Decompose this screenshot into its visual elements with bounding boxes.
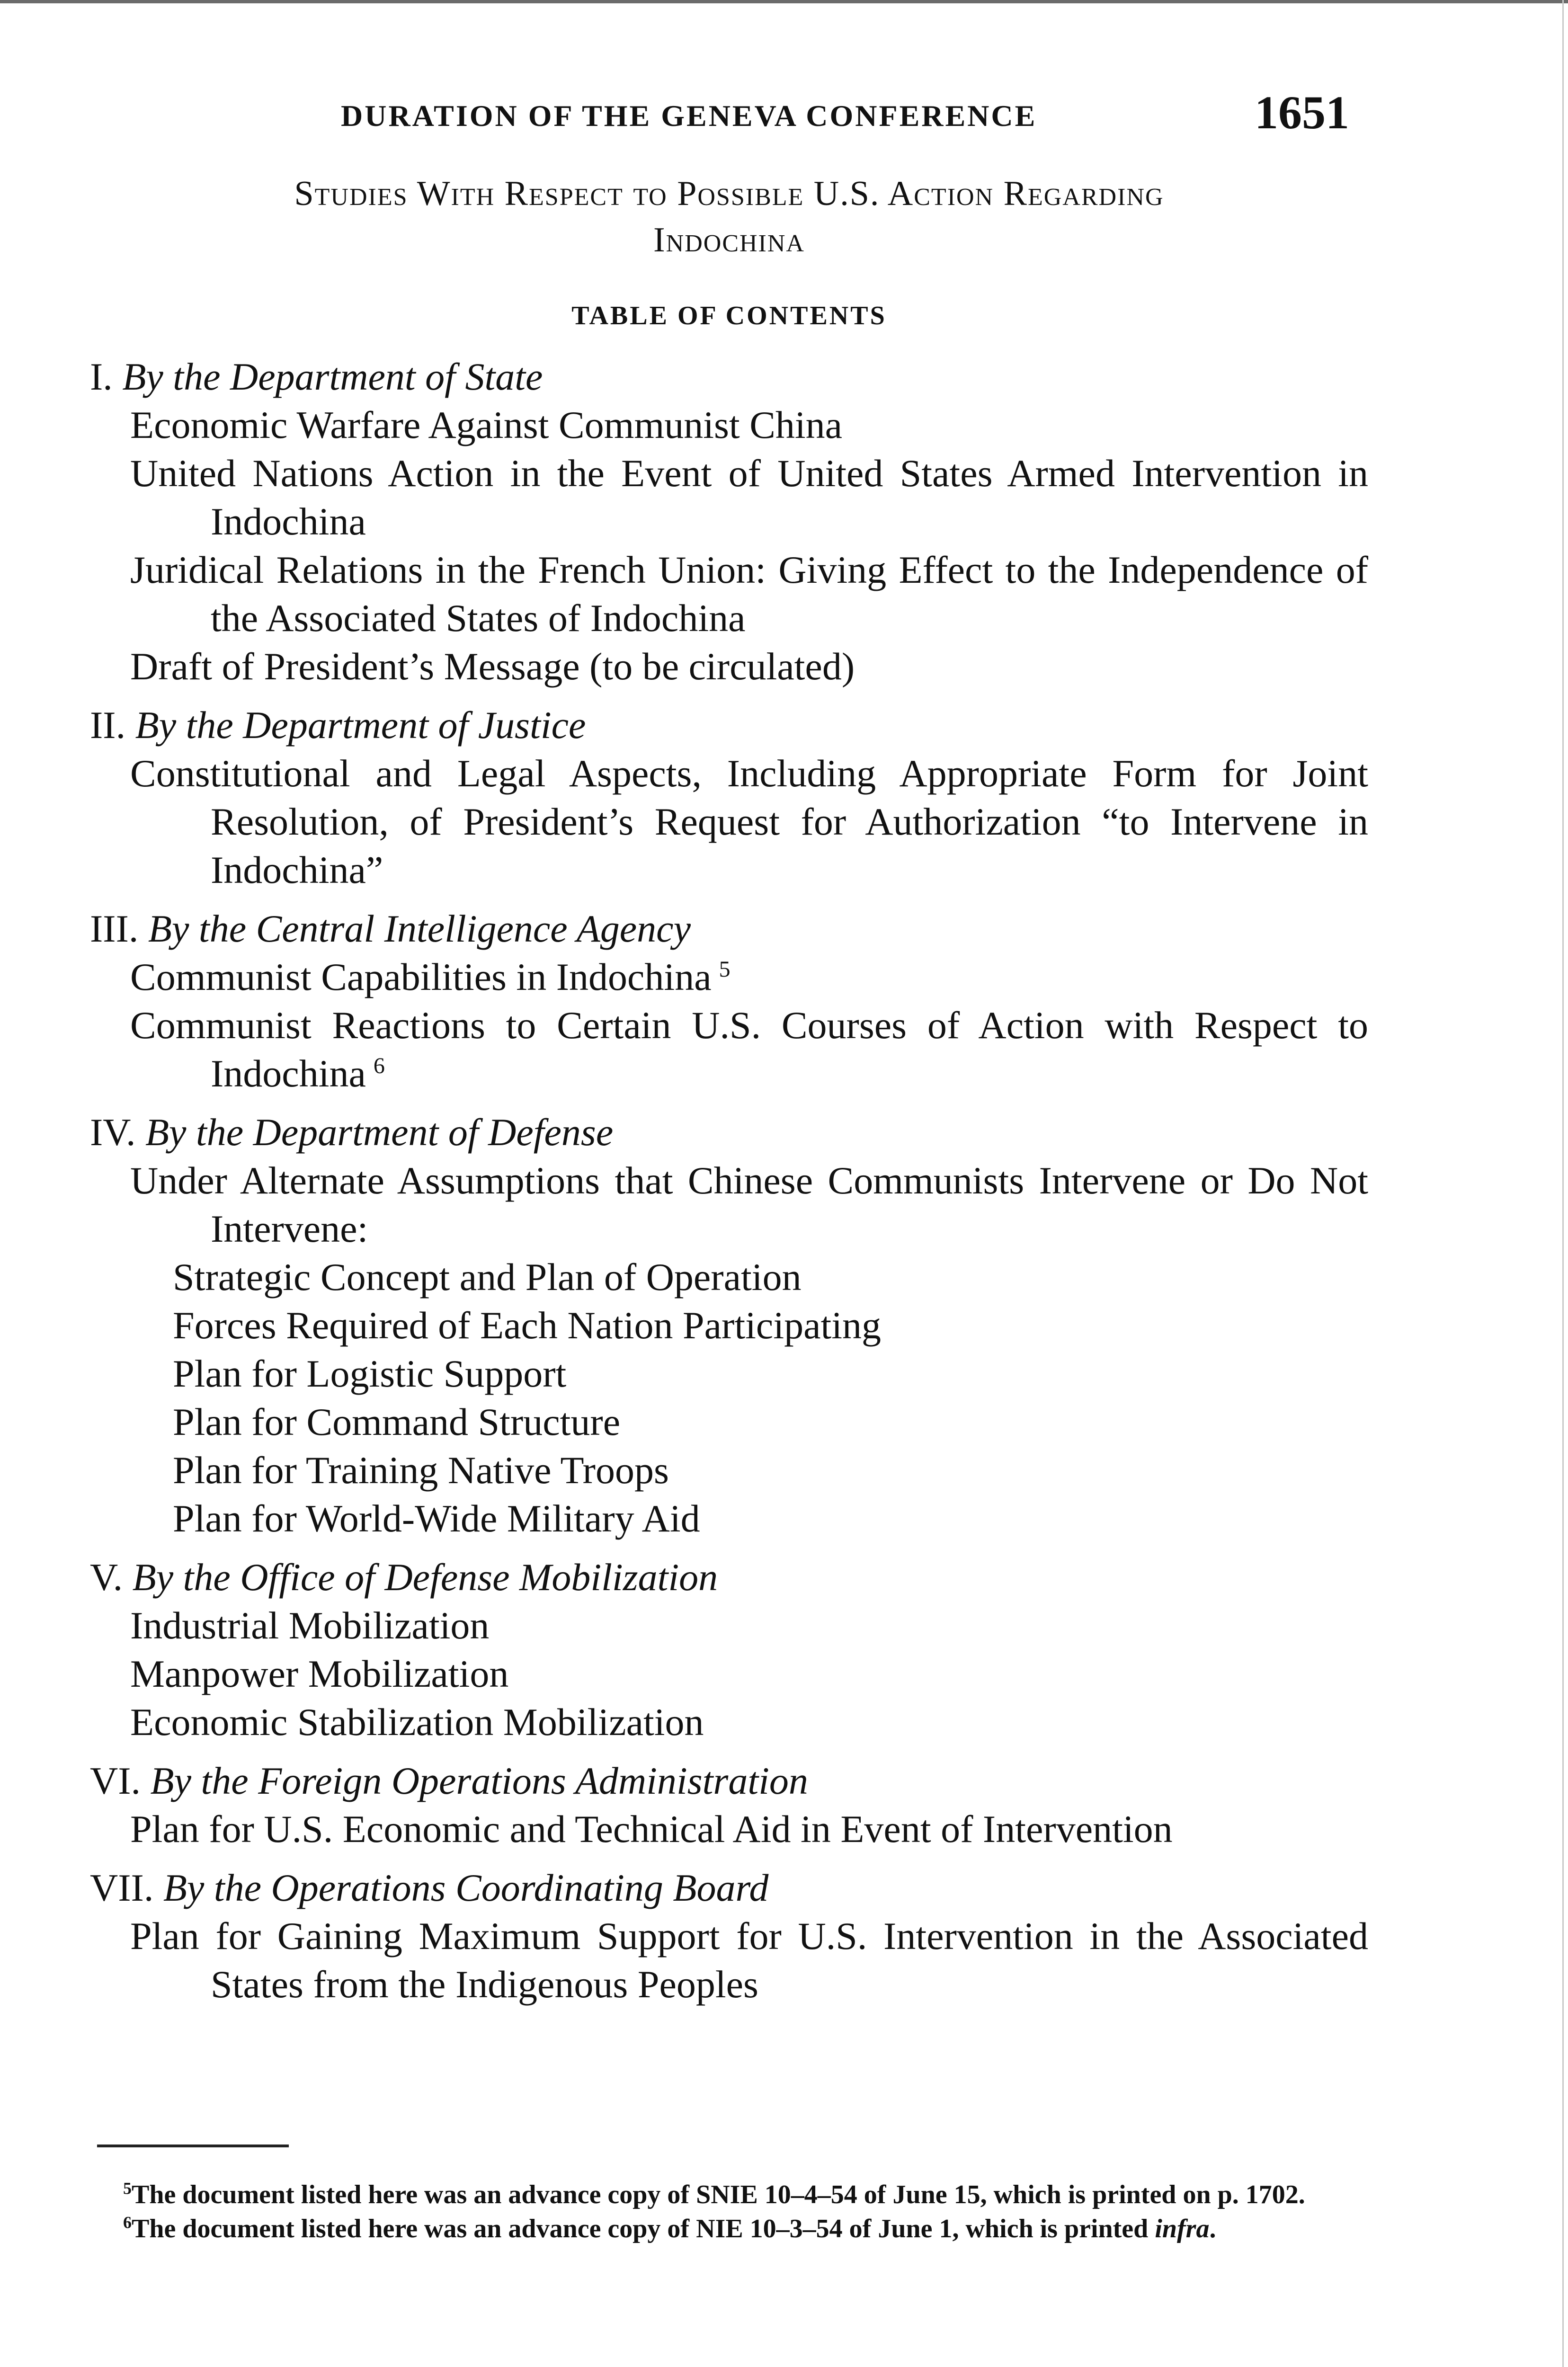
section-agency: By the Central Intelligence Agency <box>148 907 691 950</box>
toc-subentry: Forces Required of Each Nation Participating <box>173 1304 882 1347</box>
section-agency: By the Department of Justice <box>135 703 586 747</box>
section-numeral: VI. <box>90 1759 141 1802</box>
footnote-reference[interactable]: 6 <box>373 1053 385 1078</box>
toc-section <box>90 1108 1368 1543</box>
running-title: DURATION OF THE GENEVA CONFERENCE <box>341 99 1037 133</box>
section-numeral: III. <box>90 907 139 950</box>
section-heading <box>90 701 1368 749</box>
toc-entry <box>130 1001 1368 1098</box>
toc-entry: Manpower Mobilization <box>130 1652 509 1695</box>
document-title <box>90 170 1368 263</box>
running-head <box>90 85 1368 137</box>
section-heading <box>90 1108 1368 1157</box>
page-top-rule <box>0 0 1568 3</box>
toc-entry <box>130 953 1368 1001</box>
footnote <box>97 2212 1366 2246</box>
table-of-contents <box>90 353 1368 2019</box>
toc-entry: Economic Warfare Against Communist China <box>130 403 843 446</box>
toc-entry: Juridical Relations in the French Union: Giving Effect to the Independence of the Associated States of Indochina <box>130 548 1368 640</box>
section-agency: By the Department of State <box>122 355 543 398</box>
section-agency: By the Office of Defense Mobilization <box>132 1556 718 1599</box>
toc-entry: Economic Stabilization Mobilization <box>130 1700 704 1744</box>
section-heading <box>90 905 1368 953</box>
footnote-reference[interactable]: 5 <box>719 956 731 982</box>
section-heading <box>90 1864 1368 1912</box>
toc-section <box>90 701 1368 894</box>
section-numeral: I. <box>90 355 113 398</box>
toc-section <box>90 353 1368 691</box>
toc-section <box>90 905 1368 1098</box>
section-numeral: V. <box>90 1556 123 1599</box>
toc-entry: Draft of President’s Message (to be circulated) <box>130 645 855 688</box>
footnote-mark: 6 <box>123 2213 132 2232</box>
section-heading <box>90 1757 1368 1805</box>
toc-subentry: Plan for Command Structure <box>173 1400 621 1443</box>
document-title-line: Indochina <box>653 221 805 259</box>
toc-entry: Industrial Mobilization <box>130 1604 490 1647</box>
toc-subentry: Strategic Concept and Plan of Operation <box>173 1255 802 1299</box>
toc-subentry: Plan for World-Wide Military Aid <box>173 1497 700 1540</box>
toc-entry: Under Alternate Assumptions that Chinese Communists Intervene or Do Not Intervene: <box>130 1159 1368 1250</box>
footnote-mark: 5 <box>123 2179 132 2198</box>
toc-entry: Plan for U.S. Economic and Technical Aid in Event of Intervention <box>130 1807 1173 1851</box>
footnote-rule <box>97 2145 289 2147</box>
document-title-line: Studies With Respect to Possible U.S. Action Regarding <box>294 174 1164 213</box>
section-agency: By the Department of Defense <box>145 1111 614 1154</box>
toc-entry-text: Communist Capabilities in Indochina <box>130 955 712 998</box>
section-heading <box>90 353 1368 401</box>
footnotes <box>97 2178 1366 2246</box>
footnote-text: The document listed here was an advance copy of SNIE 10–4–54 of June 15, which is printed on p. 1702. <box>132 2180 1305 2209</box>
toc-subentry: Plan for Training Native Troops <box>173 1449 669 1492</box>
page-number: 1651 <box>1255 86 1349 139</box>
footnote-text: The document listed here was an advance copy of NIE 10–3–54 of June 1, which is printed <box>132 2214 1155 2243</box>
section-heading <box>90 1553 1368 1602</box>
toc-section <box>90 1553 1368 1746</box>
page-edge <box>1562 0 1564 2367</box>
toc-section <box>90 1757 1368 1853</box>
toc-entry-text: Communist Reactions to Certain U.S. Courses of Action with Respect to Indochina <box>130 1004 1368 1095</box>
footnote-italic-word: infra <box>1155 2214 1210 2243</box>
toc-section <box>90 1864 1368 2009</box>
section-agency: By the Foreign Operations Administration <box>150 1759 808 1802</box>
toc-entry: Constitutional and Legal Aspects, Including Appropriate Form for Joint Resolution, of President’s Request for Authorization “to Intervene in Indochina” <box>130 752 1368 891</box>
footnote <box>97 2178 1366 2212</box>
toc-subentry: Plan for Logistic Support <box>173 1352 567 1395</box>
toc-entry: Plan for Gaining Maximum Support for U.S. Intervention in the Associated States from the Indigenous Peoples <box>130 1914 1368 2006</box>
section-numeral: VII. <box>90 1866 154 1909</box>
footnote-text-end: . <box>1209 2214 1216 2243</box>
section-agency: By the Operations Coordinating Board <box>163 1866 769 1909</box>
toc-entry: United Nations Action in the Event of United States Armed Intervention in Indochina <box>130 452 1368 543</box>
table-of-contents-heading: TABLE OF CONTENTS <box>571 301 887 330</box>
section-numeral: II. <box>90 703 126 747</box>
section-numeral: IV. <box>90 1111 136 1154</box>
